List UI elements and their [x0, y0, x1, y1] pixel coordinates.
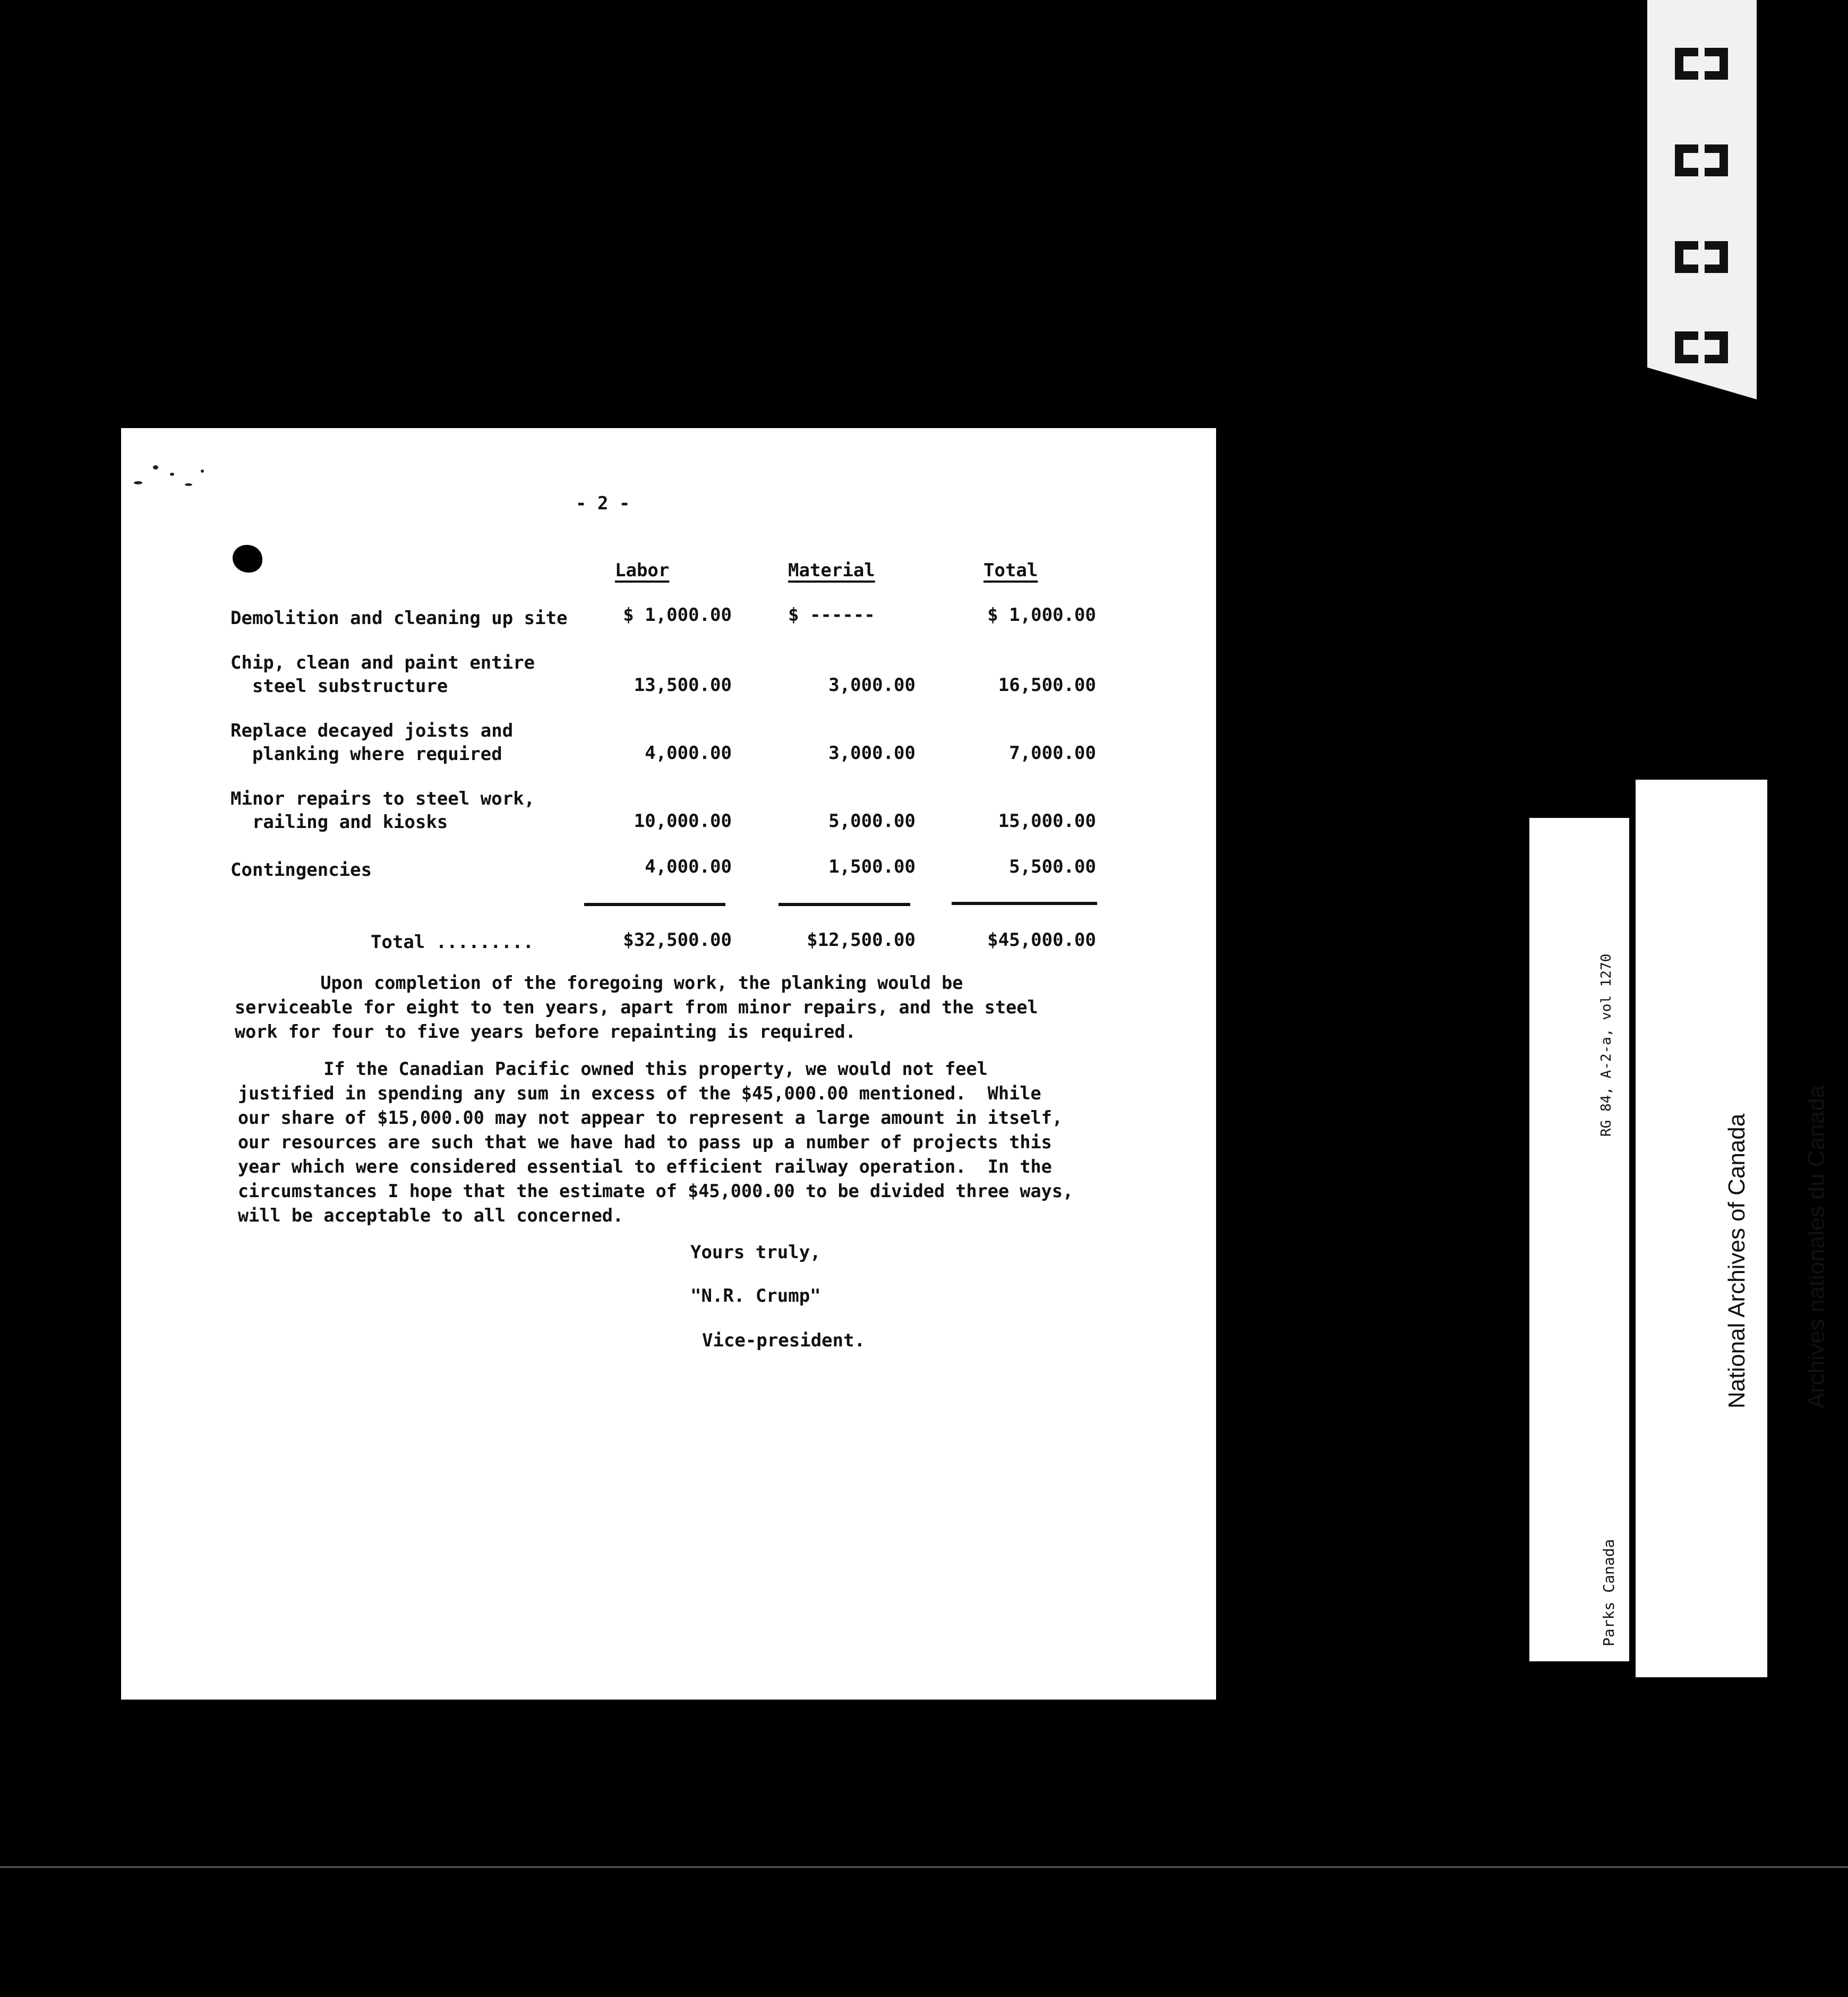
paragraph-line: our share of $15,000.00 may not appear to represent a large amount in itself,: [238, 1107, 1063, 1128]
archive-reference-label: [1529, 818, 1629, 1661]
paragraph-line: circumstances I hope that the estimate of $45,000.00 to be divided three ways,: [238, 1181, 1074, 1201]
sum-rule: [778, 903, 910, 906]
row-total-cost: 15,000.00: [998, 810, 1096, 832]
body-paragraph: [235, 971, 1038, 1044]
row-item-label: Contingencies: [230, 859, 372, 881]
row-item-label: planking where required: [230, 744, 502, 765]
archives-name: National Archives of Canada Archives nationales du Canada: [1724, 1085, 1829, 1409]
paragraph-line: If the Canadian Pacific owned this property, we would not feel: [238, 1059, 988, 1079]
row-labor-cost: $ 1,000.00: [623, 604, 732, 626]
paragraph-line: justified in spending any sum in excess of the $45,000.00 mentioned. While: [238, 1083, 1041, 1104]
total-material: $12,500.00: [807, 929, 916, 951]
ink-speck: [134, 481, 142, 484]
frame-mark-icon: [1670, 232, 1733, 283]
ink-speck: [201, 470, 204, 473]
national-archives-label: [1636, 780, 1829, 1677]
row-labor-cost: 13,500.00: [634, 675, 732, 696]
row-material-cost: 3,000.00: [828, 743, 916, 764]
body-paragraph: [238, 1057, 1073, 1228]
signatory-title: Vice-president.: [702, 1330, 866, 1351]
film-edge-strip: [1647, 0, 1757, 399]
row-material-cost: 5,000.00: [828, 810, 916, 832]
frame-mark-icon: [1670, 135, 1733, 186]
closing: Yours truly,: [690, 1242, 821, 1263]
row-item-label: Replace decayed joists and: [230, 720, 514, 741]
row-total-cost: 7,000.00: [1009, 743, 1096, 764]
paragraph-line: work for four to five years before repainting is required.: [235, 1021, 856, 1042]
header-material: Material: [788, 560, 875, 581]
row-labor-cost: 10,000.00: [634, 810, 732, 832]
signature: "N.R. Crump": [690, 1285, 821, 1307]
header-total: Total: [983, 560, 1038, 581]
paragraph-line: year which were considered essential to efficient railway operation. In the: [238, 1156, 1052, 1177]
page-number: - 2 -: [576, 493, 630, 514]
ink-blot: [233, 545, 262, 573]
paragraph-line: serviceable for eight to ten years, apart from minor repairs, and the steel: [235, 997, 1038, 1018]
agency-name: Parks Canada: [1600, 1539, 1618, 1646]
paragraph-line: will be acceptable to all concerned.: [238, 1205, 624, 1226]
archive-reference: RG 84, A-2-a, vol 1270: [1598, 953, 1614, 1137]
row-labor-cost: 4,000.00: [645, 856, 732, 877]
row-total-cost: $ 1,000.00: [987, 604, 1096, 626]
film-frame-line: [0, 1866, 1848, 1868]
row-item-label: steel substructure: [230, 676, 448, 697]
row-item-label: Chip, clean and paint entire: [230, 652, 535, 673]
row-material-cost: $ ------: [788, 604, 875, 626]
sum-rule: [584, 903, 725, 906]
paragraph-line: Upon completion of the foregoing work, the planking would be: [235, 972, 963, 993]
row-item-label: Demolition and cleaning up site: [230, 608, 568, 629]
frame-mark-icon: [1670, 322, 1733, 373]
ink-speck: [170, 473, 174, 476]
row-total-cost: 16,500.00: [998, 675, 1096, 696]
letter-page: [121, 428, 1216, 1700]
paragraph-line: our resources are such that we have had to pass up a number of projects this: [238, 1132, 1052, 1153]
ink-speck: [185, 483, 192, 486]
row-item-label: Minor repairs to steel work,: [230, 788, 535, 809]
frame-mark-icon: [1670, 38, 1733, 89]
total-labor: $32,500.00: [623, 929, 732, 951]
row-labor-cost: 4,000.00: [645, 743, 732, 764]
ink-speck: [153, 465, 158, 470]
row-material-cost: 1,500.00: [828, 856, 916, 877]
header-labor: Labor: [615, 560, 670, 581]
row-material-cost: 3,000.00: [828, 675, 916, 696]
row-total-cost: 5,500.00: [1009, 856, 1096, 877]
sum-rule: [952, 902, 1097, 905]
row-item-label: railing and kiosks: [230, 812, 448, 833]
total-total: $45,000.00: [987, 929, 1096, 951]
total-label: Total .........: [371, 932, 534, 953]
